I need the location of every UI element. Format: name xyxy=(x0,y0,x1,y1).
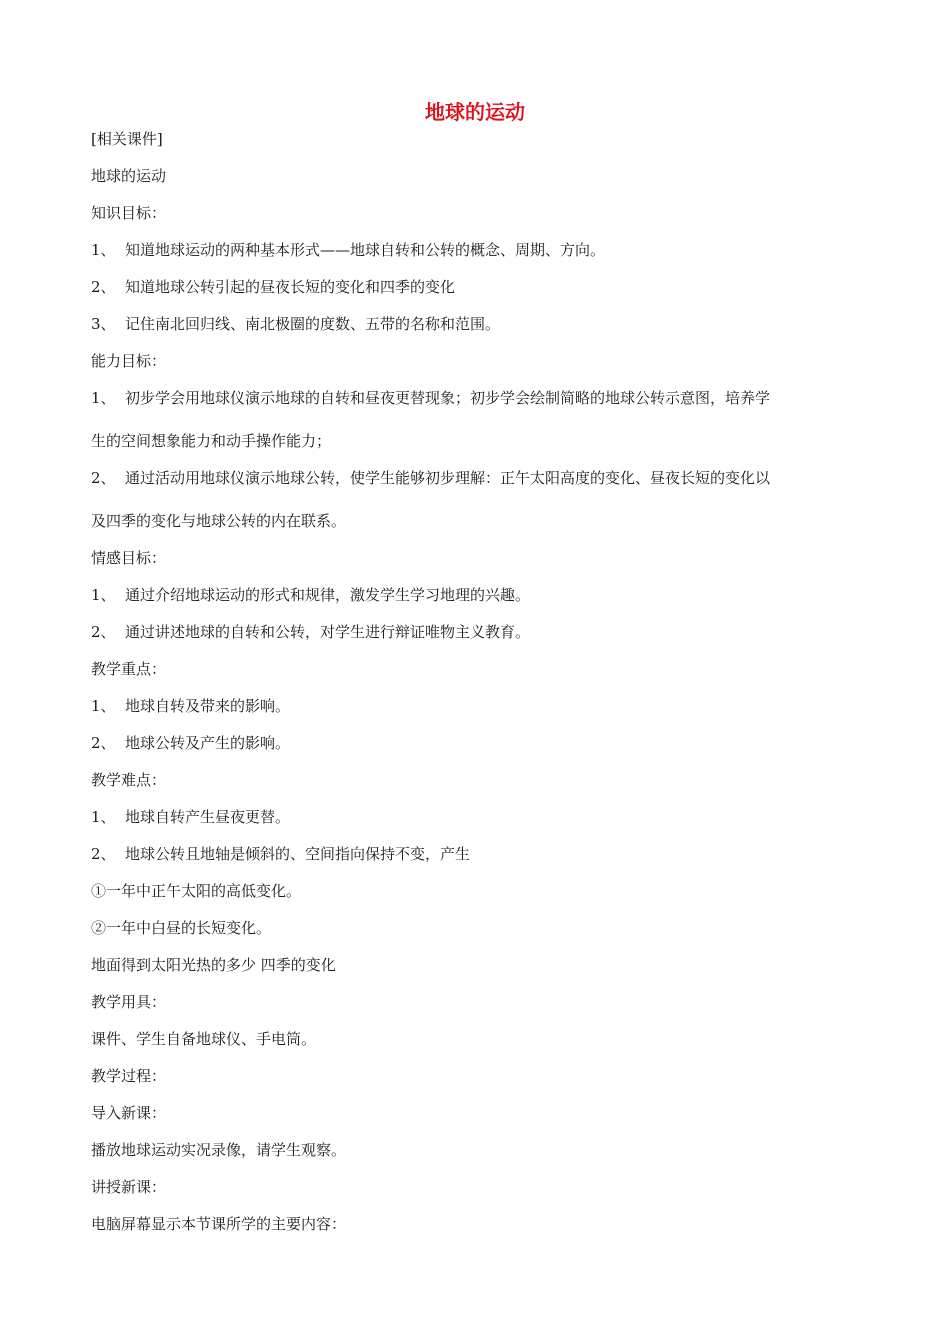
item-text: 地球公转且地轴是倾斜的、空间指向保持不变，产生 xyxy=(125,845,471,863)
ability-heading: 能力目标： xyxy=(91,352,167,370)
focus-item xyxy=(91,732,290,754)
difficulty-item xyxy=(91,806,290,828)
tools-text: 课件、学生自备地球仪、手电筒。 xyxy=(91,1030,317,1048)
item-number: 1、 xyxy=(91,697,116,715)
emotion-item xyxy=(91,584,530,606)
teach-heading: 讲授新课： xyxy=(91,1178,167,1196)
item-number: 1、 xyxy=(91,241,116,259)
knowledge-item xyxy=(91,313,500,335)
intro-text: 播放地球运动实况录像，请学生观察。 xyxy=(91,1141,347,1159)
circle-item: ②一年中白昼的长短变化。 xyxy=(91,919,272,937)
difficulty-item xyxy=(91,843,470,865)
knowledge-item xyxy=(91,239,605,261)
ability-item-continuation: 生的空间想象能力和动手操作能力； xyxy=(91,432,332,450)
ability-item xyxy=(91,467,770,489)
result-line: 地面得到太阳光热的多少 四季的变化 xyxy=(91,956,336,974)
item-number: 2、 xyxy=(91,278,116,296)
item-text: 通过活动用地球仪演示地球公转，使学生能够初步理解：正午太阳高度的变化、昼夜长短的变化以 xyxy=(125,469,771,487)
item-number: 1、 xyxy=(91,389,116,407)
subject-line: 地球的运动 xyxy=(91,167,167,185)
item-text: 地球自转产生昼夜更替。 xyxy=(125,808,291,826)
item-number: 1、 xyxy=(91,808,116,826)
knowledge-heading: 知识目标： xyxy=(91,204,167,222)
item-number: 2、 xyxy=(91,734,116,752)
item-text: 初步学会用地球仪演示地球的自转和昼夜更替现象；初步学会绘制简略的地球公转示意图，培养学 xyxy=(125,389,771,407)
item-text: 地球自转及带来的影响。 xyxy=(125,697,291,715)
item-number: 3、 xyxy=(91,315,116,333)
emotion-item xyxy=(91,621,530,643)
item-text: 知道地球运动的两种基本形式——地球自转和公转的概念、周期、方向。 xyxy=(125,241,606,259)
focus-heading: 教学重点： xyxy=(91,660,167,678)
item-text: 通过讲述地球的自转和公转，对学生进行辩证唯物主义教育。 xyxy=(125,623,531,641)
knowledge-item xyxy=(91,276,455,298)
teach-text: 电脑屏幕显示本节课所学的主要内容： xyxy=(91,1215,347,1233)
item-number: 2、 xyxy=(91,469,116,487)
emotion-heading: 情感目标： xyxy=(91,549,167,567)
item-text: 知道地球公转引起的昼夜长短的变化和四季的变化 xyxy=(125,278,456,296)
ability-item-continuation: 及四季的变化与地球公转的内在联系。 xyxy=(91,512,347,530)
item-number: 2、 xyxy=(91,845,116,863)
item-text: 地球公转及产生的影响。 xyxy=(125,734,291,752)
process-heading: 教学过程： xyxy=(91,1067,167,1085)
item-number: 2、 xyxy=(91,623,116,641)
document-title: 地球的运动 xyxy=(425,100,525,124)
related-courseware-label: [相关课件] xyxy=(91,130,163,148)
difficulty-heading: 教学难点： xyxy=(91,771,167,789)
item-text: 通过介绍地球运动的形式和规律，激发学生学习地理的兴趣。 xyxy=(125,586,531,604)
item-text: 记住南北回归线、南北极圈的度数、五带的名称和范围。 xyxy=(125,315,501,333)
ability-item xyxy=(91,387,770,409)
tools-heading: 教学用具： xyxy=(91,993,167,1011)
circle-item: ①一年中正午太阳的高低变化。 xyxy=(91,882,302,900)
item-number: 1、 xyxy=(91,586,116,604)
focus-item xyxy=(91,695,290,717)
intro-heading: 导入新课： xyxy=(91,1104,167,1122)
